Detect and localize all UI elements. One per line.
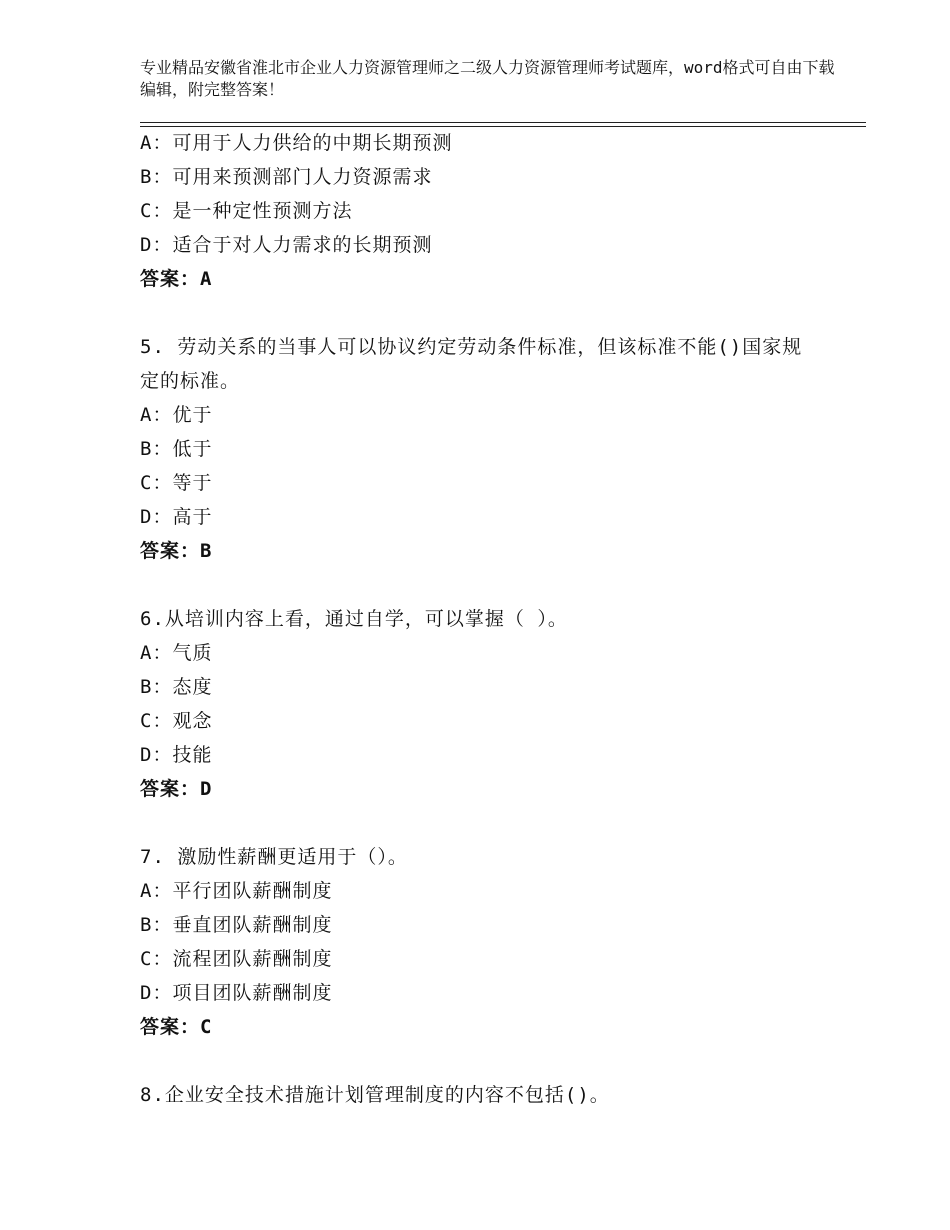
option-b: B：低于 — [140, 438, 213, 460]
option-d: D：适合于对人力需求的长期预测 — [140, 234, 433, 256]
question-text: 6.从培训内容上看，通过自学，可以掌握（ ）。 — [140, 608, 568, 630]
option-d: D：高于 — [140, 506, 213, 528]
question-5-block — [140, 330, 820, 568]
question-8-block — [140, 1078, 820, 1112]
answer: 答案：C — [140, 1016, 213, 1038]
question-4-block — [140, 126, 820, 296]
question-text: 8.企业安全技术措施计划管理制度的内容不包括()。 — [140, 1084, 610, 1106]
option-a: A：平行团队薪酬制度 — [140, 880, 333, 902]
option-c: C：观念 — [140, 710, 213, 732]
document-header: 专业精品安徽省淮北市企业人力资源管理师之二级人力资源管理师考试题库，word格式可自由下载编辑，附完整答案！ — [140, 58, 835, 99]
option-b: B：态度 — [140, 676, 213, 698]
option-b: B：可用来预测部门人力资源需求 — [140, 166, 433, 188]
option-a: A：气质 — [140, 642, 213, 664]
header-divider-top — [140, 122, 866, 123]
question-text: 5. 劳动关系的当事人可以协议约定劳动条件标准，但该标准不能()国家规定的标准。 — [140, 336, 803, 392]
option-a: A：可用于人力供给的中期长期预测 — [140, 132, 453, 154]
question-7-block — [140, 840, 820, 1044]
answer: 答案：A — [140, 268, 213, 290]
option-d: D：技能 — [140, 744, 213, 766]
option-d: D：项目团队薪酬制度 — [140, 982, 333, 1004]
answer: 答案：D — [140, 778, 213, 800]
option-c: C：流程团队薪酬制度 — [140, 948, 333, 970]
option-b: B：垂直团队薪酬制度 — [140, 914, 333, 936]
question-list — [140, 126, 820, 1112]
question-text: 7. 激励性薪酬更适用于（）。 — [140, 846, 408, 868]
option-a: A：优于 — [140, 404, 213, 426]
question-6-block — [140, 602, 820, 806]
option-c: C：是一种定性预测方法 — [140, 200, 353, 222]
answer: 答案：B — [140, 540, 213, 562]
option-c: C：等于 — [140, 472, 213, 494]
